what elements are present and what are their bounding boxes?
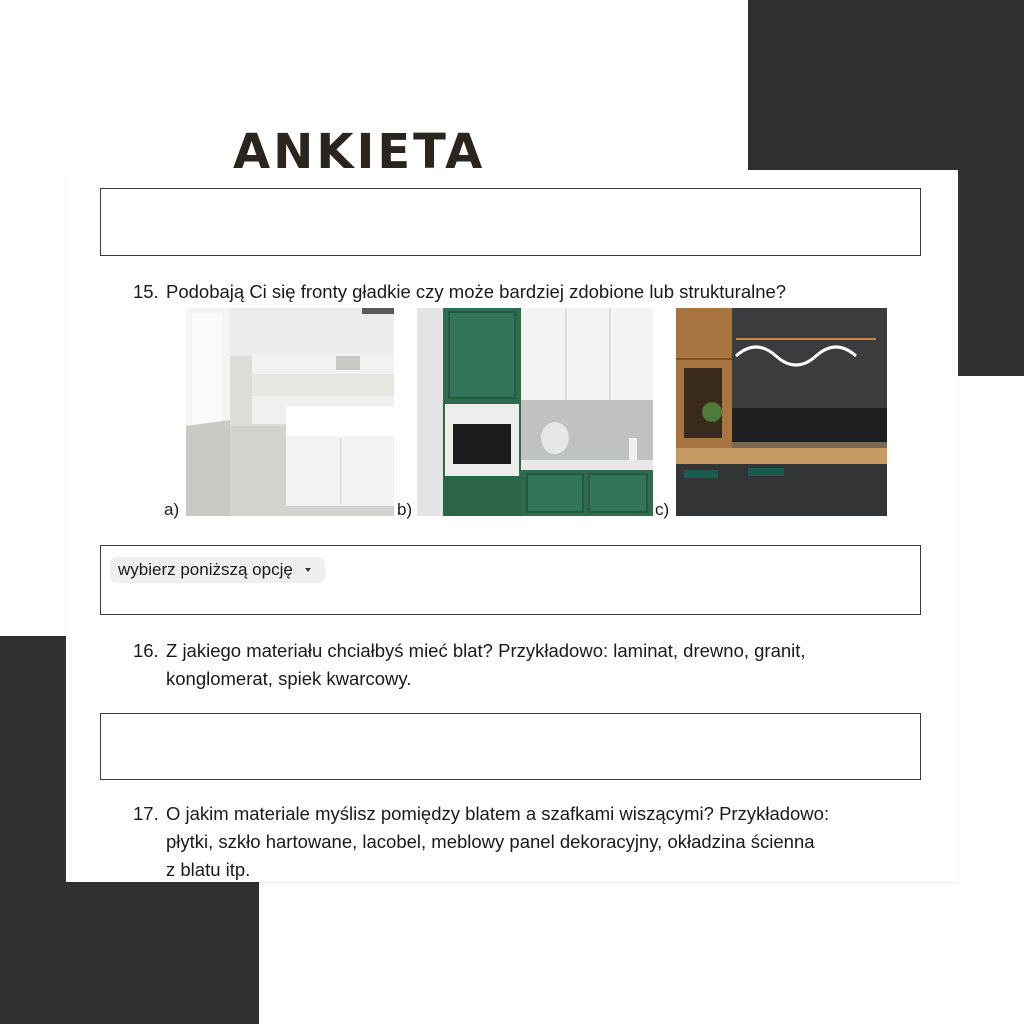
answer-field-16[interactable] bbox=[100, 713, 921, 780]
page-title: ANKIETA bbox=[233, 124, 486, 180]
answer-field-previous[interactable] bbox=[100, 188, 921, 256]
chevron-down-icon bbox=[305, 568, 311, 572]
option-label-c: c) bbox=[655, 500, 670, 519]
option-select[interactable] bbox=[110, 557, 325, 583]
option-label-a: a) bbox=[164, 500, 180, 519]
question-text: O jakim materiale myślisz pomiędzy blatem a szafkami wiszącymi? Przykładowo: bbox=[166, 803, 830, 824]
question-17 bbox=[133, 800, 893, 884]
question-text: konglomerat, spiek kwarcowy. bbox=[166, 668, 412, 689]
question-text: Z jakiego materiału chciałbyś mieć blat? Przykładowo: laminat, drewno, granit, bbox=[166, 640, 806, 661]
kitchen-photo-b[interactable] bbox=[417, 308, 653, 516]
kitchen-photo-a[interactable] bbox=[186, 308, 394, 516]
question-text: z blatu itp. bbox=[166, 859, 251, 880]
select-value: wybierz poniższą opcję bbox=[118, 560, 293, 579]
kitchen-photo-c[interactable] bbox=[676, 308, 887, 516]
question-number: 15. bbox=[133, 281, 159, 302]
question-number: 16. bbox=[133, 640, 159, 661]
option-label-b: b) bbox=[397, 500, 413, 519]
question-number: 17. bbox=[133, 803, 159, 824]
question-16 bbox=[133, 637, 893, 693]
question-text: Podobają Ci się fronty gładkie czy może bardziej zdobione lub strukturalne? bbox=[166, 281, 787, 302]
question-text: płytki, szkło hartowane, lacobel, meblowy panel dekoracyjny, okładzina ścienna bbox=[166, 831, 815, 852]
question-15 bbox=[133, 278, 893, 306]
